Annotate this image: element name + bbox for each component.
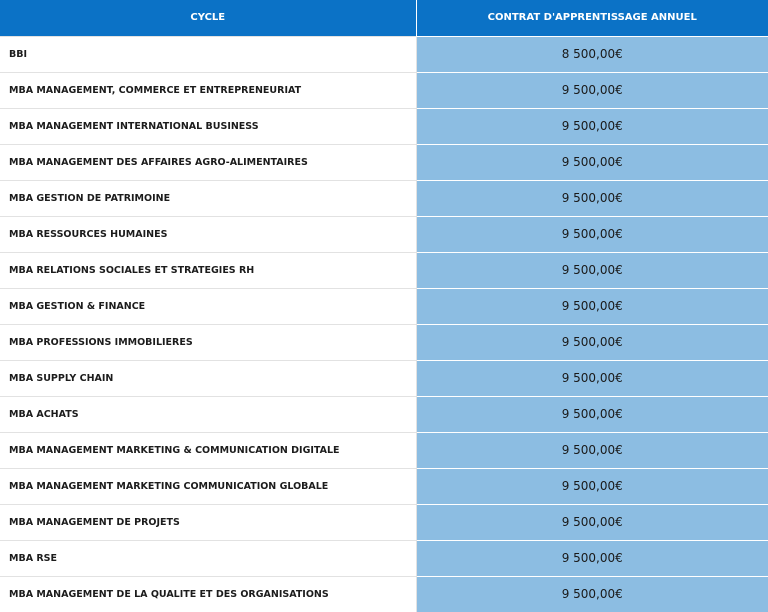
price-cell: 9 500,00€ [416,72,768,108]
cycle-cell: BBI [0,36,416,72]
cycle-cell: MBA PROFESSIONS IMMOBILIERES [0,324,416,360]
table-row [0,180,768,216]
price-cell: 9 500,00€ [416,216,768,252]
table-row [0,468,768,504]
cycle-cell: MBA RSE [0,540,416,576]
table-row [0,144,768,180]
price-cell: 8 500,00€ [416,36,768,72]
price-cell: 9 500,00€ [416,144,768,180]
table-row [0,432,768,468]
cycle-cell: MBA MANAGEMENT DE LA QUALITE ET DES ORGANISATIONS [0,576,416,612]
price-cell: 9 500,00€ [416,504,768,540]
cycle-cell: MBA MANAGEMENT INTERNATIONAL BUSINESS [0,108,416,144]
price-cell: 9 500,00€ [416,252,768,288]
cycle-cell: MBA MANAGEMENT, COMMERCE ET ENTREPRENEURIAT [0,72,416,108]
cycle-cell: MBA RELATIONS SOCIALES ET STRATEGIES RH [0,252,416,288]
cycle-cell: MBA SUPPLY CHAIN [0,360,416,396]
price-cell: 9 500,00€ [416,540,768,576]
cycle-cell: MBA MANAGEMENT MARKETING & COMMUNICATION DIGITALE [0,432,416,468]
header-cycle: CYCLE [0,0,416,36]
table-row [0,540,768,576]
price-cell: 9 500,00€ [416,108,768,144]
price-cell: 9 500,00€ [416,396,768,432]
table-row [0,108,768,144]
price-cell: 9 500,00€ [416,180,768,216]
table-row [0,576,768,612]
table-row [0,324,768,360]
cycle-cell: MBA MANAGEMENT DES AFFAIRES AGRO-ALIMENTAIRES [0,144,416,180]
cycle-cell: MBA ACHATS [0,396,416,432]
price-cell: 9 500,00€ [416,324,768,360]
table-row [0,360,768,396]
price-cell: 9 500,00€ [416,360,768,396]
cycle-cell: MBA RESSOURCES HUMAINES [0,216,416,252]
table-row [0,36,768,72]
cycle-cell: MBA GESTION & FINANCE [0,288,416,324]
header-row [0,0,768,36]
price-cell: 9 500,00€ [416,576,768,612]
cycle-cell: MBA MANAGEMENT DE PROJETS [0,504,416,540]
price-cell: 9 500,00€ [416,432,768,468]
price-cell: 9 500,00€ [416,288,768,324]
table-row [0,216,768,252]
table-row [0,504,768,540]
table-row [0,396,768,432]
cycle-cell: MBA MANAGEMENT MARKETING COMMUNICATION GLOBALE [0,468,416,504]
header-price: CONTRAT D'APPRENTISSAGE ANNUEL [416,0,768,36]
cycle-cell: MBA GESTION DE PATRIMOINE [0,180,416,216]
table-row [0,72,768,108]
table-row [0,288,768,324]
table-row [0,252,768,288]
price-cell: 9 500,00€ [416,468,768,504]
